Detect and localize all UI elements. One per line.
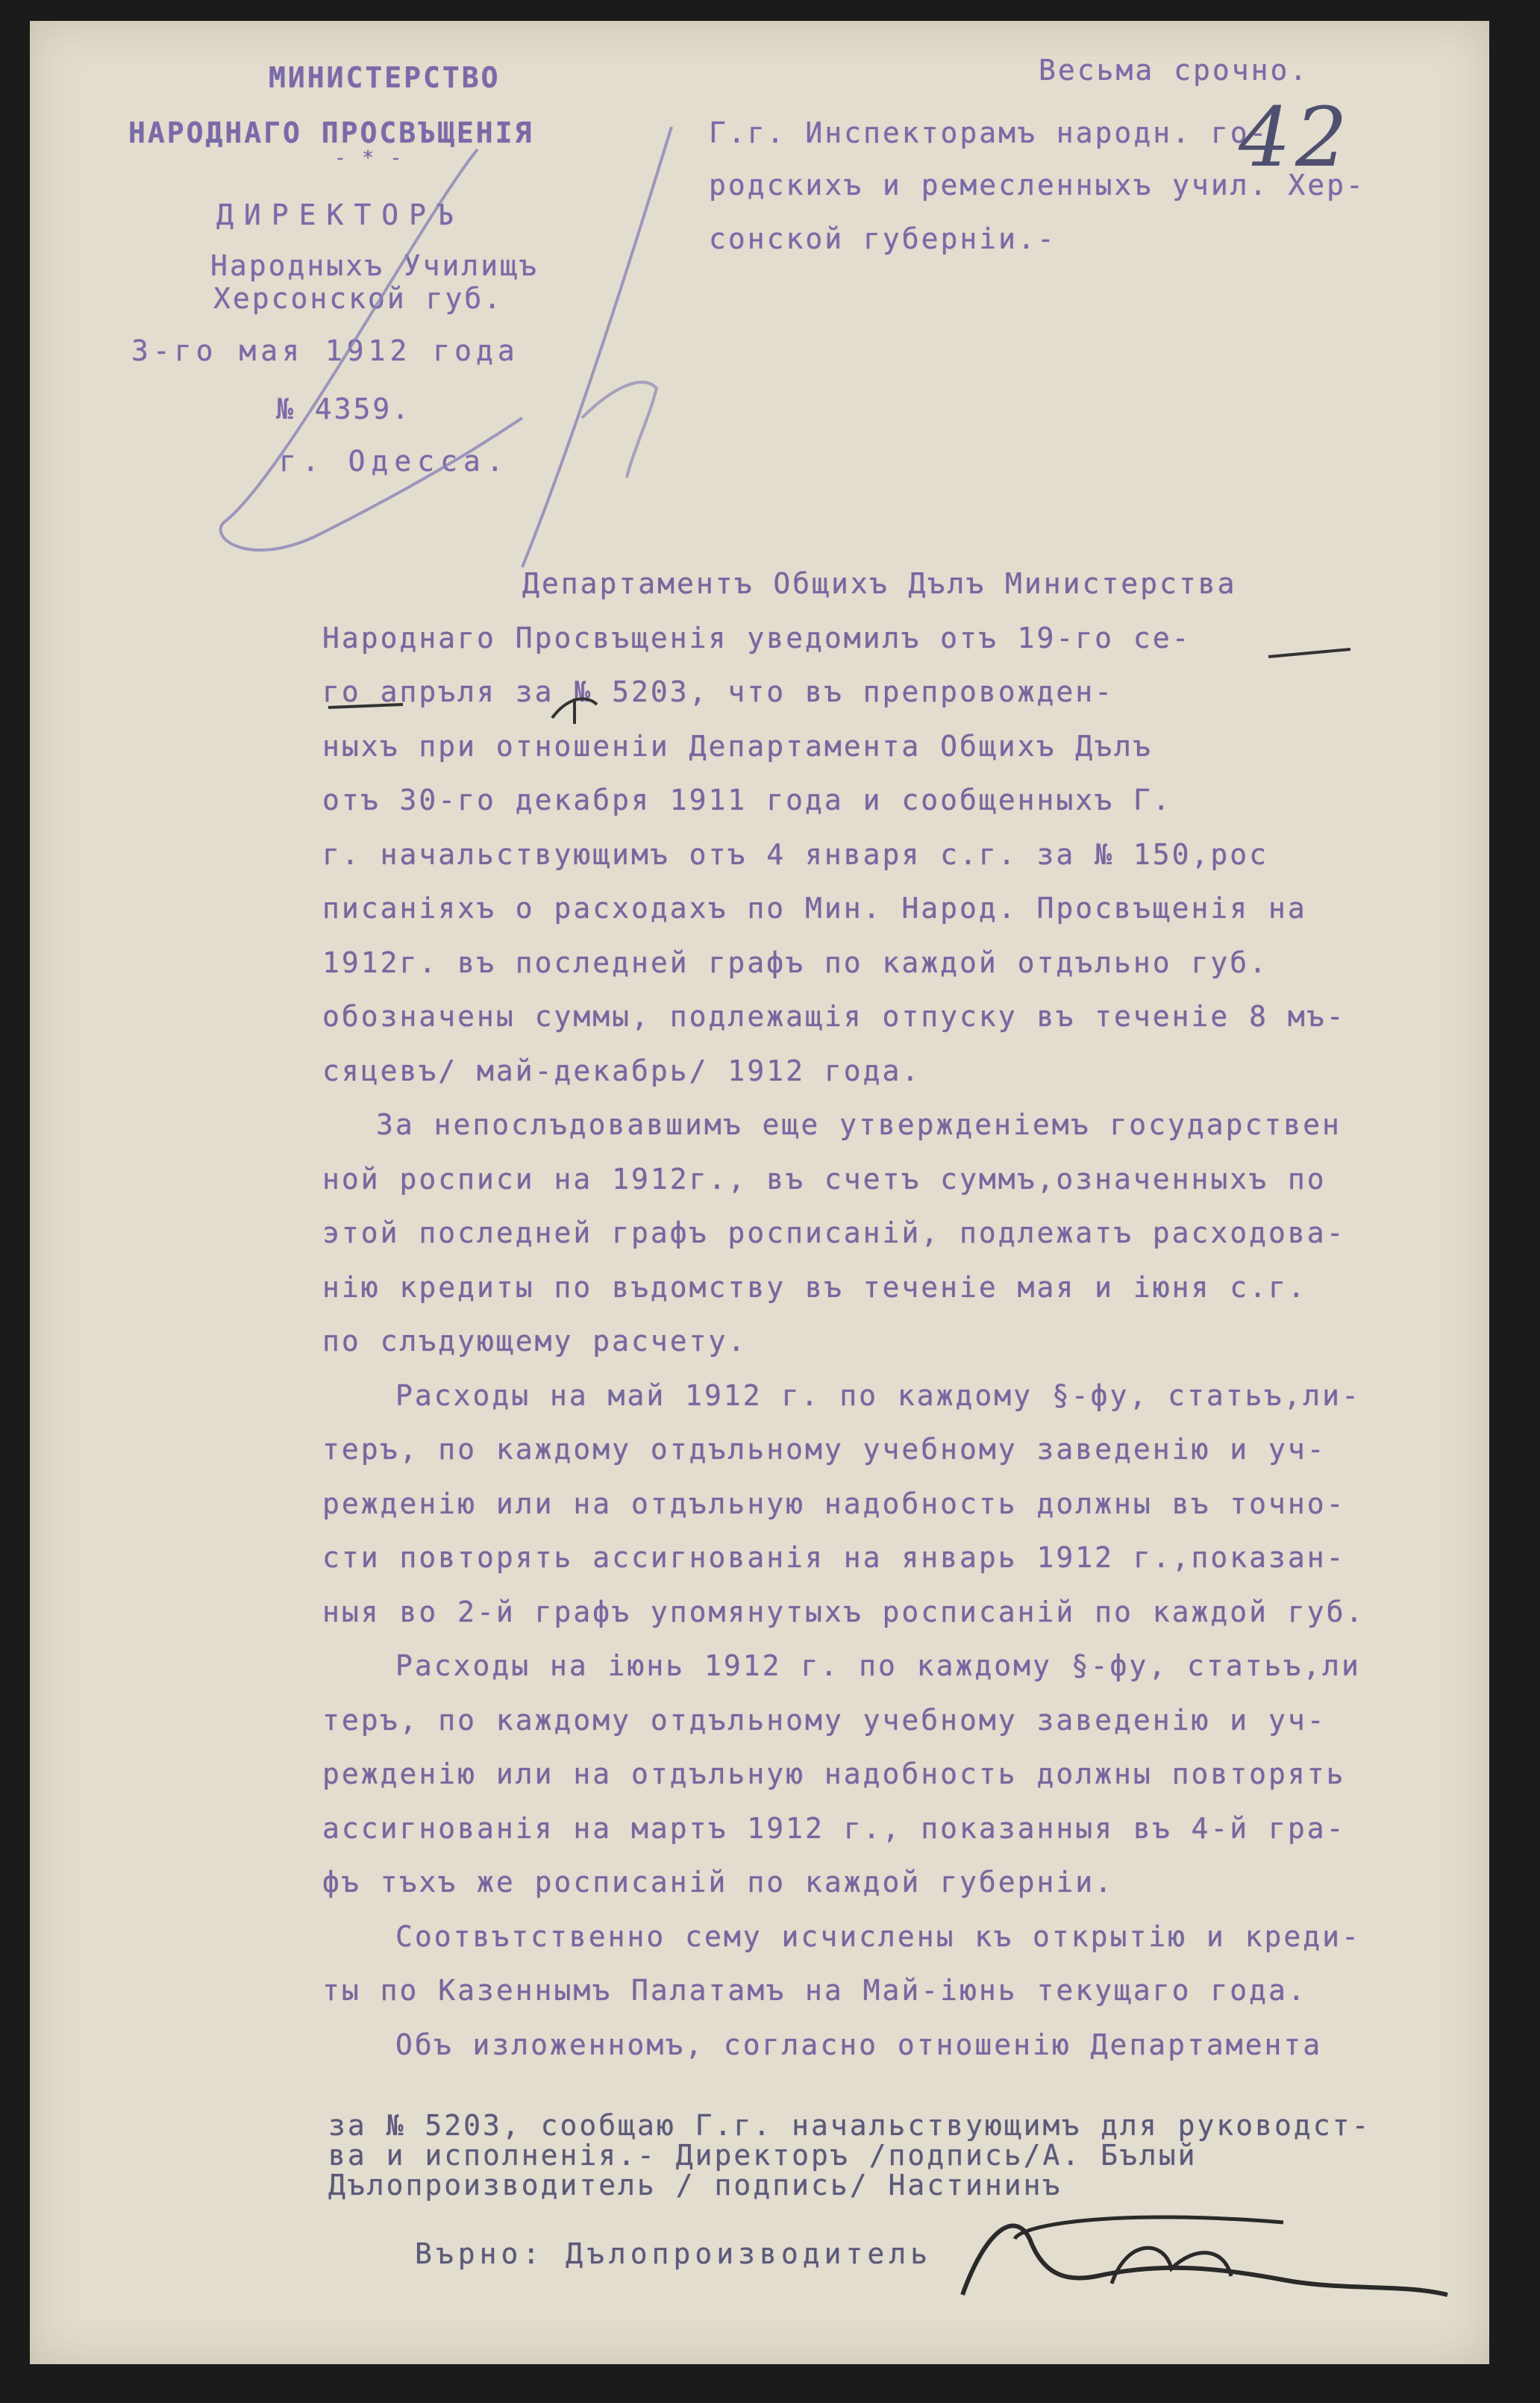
- pencil-mark: [522, 127, 672, 567]
- body-line: обозначены суммы, подлежащія отпуску въ теченіе 8 мъ-: [322, 1000, 1346, 1033]
- strike-through-mark: [1268, 649, 1350, 657]
- closing-line-2: ва и исполненія.- Директоръ /подпись/А. Бълый: [328, 2139, 1198, 2172]
- body-line: г. начальствующимъ отъ 4 января с.г. за № 150,рос: [322, 837, 1269, 871]
- department-line-2: Херсонской губ.: [213, 282, 504, 315]
- body-line: режденію или на отдъльную надобность должны въ точно-: [322, 1487, 1346, 1520]
- department-line-1: Народныхъ Училищъ: [210, 249, 539, 282]
- certification-line: Върно: Дълопроизводитель: [415, 2237, 933, 2270]
- body-line: Объ изложенномъ, согласно отношенію Департамента: [395, 2028, 1323, 2061]
- document-number: № 4359.: [276, 393, 412, 425]
- body-line: отъ 30-го декабря 1911 года и сообщенныхъ Г.: [322, 784, 1172, 816]
- addressee-line-2: родскихъ и ремесленныхъ учил. Хер-: [709, 169, 1365, 201]
- body-line: фъ тъхъ же росписаній по каждой губерніи.: [322, 1866, 1114, 1899]
- strike-through-mark: [328, 704, 403, 707]
- header-separator: - * -: [334, 147, 404, 169]
- body-line: Народнаго Просвъщенія уведомилъ отъ 19-го се-: [322, 621, 1192, 654]
- pencil-mark: [582, 382, 657, 478]
- body-line: сти повторять ассигнованія на январь 1912 г.,показан-: [322, 1541, 1346, 1574]
- body-line: этой последней графъ росписаній, подлежатъ расходова-: [322, 1216, 1346, 1249]
- body-line: 1912г. въ последней графъ по каждой отдъльно губ.: [322, 946, 1269, 979]
- addressee-line-1: Г.г. Инспекторамъ народн. го-: [709, 116, 1269, 149]
- body-line: ты по Казеннымъ Палатамъ на Май-іюнь текущаго года.: [322, 1974, 1307, 2007]
- body-line: Департаментъ Общихъ Дълъ Министерства: [522, 567, 1237, 600]
- body-line: писаніяхъ о расходахъ по Мин. Народ. Просвъщенія на: [322, 892, 1307, 925]
- body-line: сяцевъ/ май-декабрь/ 1912 года.: [322, 1054, 921, 1087]
- body-line: ныхъ при отношеніи Департамента Общихъ Дълъ: [322, 729, 1153, 763]
- body-line: по слъдующему расчету.: [322, 1325, 748, 1357]
- body-line: нію кредиты по въдомству въ теченіе мая и іюня с.г.: [322, 1270, 1307, 1304]
- body-line: ныя во 2-й графъ упомянутыхъ росписаній по каждой губ.: [322, 1595, 1365, 1628]
- body-line: го апръля за № 5203, что въ препровожден-: [322, 675, 1114, 708]
- urgency-note: Весьма срочно.: [1039, 54, 1309, 87]
- handwritten-page-number: 42: [1239, 90, 1352, 185]
- pencil-mark: [221, 149, 522, 550]
- body-line: теръ, по каждому отдъльному учебному заведенію и уч-: [322, 1703, 1327, 1737]
- document-date: 3-го мая 1912 года: [131, 334, 519, 367]
- body-line: Расходы на іюнь 1912 г. по каждому §-фу, статьъ,ли: [395, 1649, 1361, 1682]
- handwritten-signature: [962, 2217, 1447, 2295]
- closing-line-1: за № 5203, сообщаю Г.г. начальствующимъ для руководст-: [328, 2109, 1371, 2142]
- closing-line-3: Дълопроизводитель / подпись/ Настининъ: [328, 2169, 1062, 2202]
- body-line: Расходы на май 1912 г. по каждому §-фу, статьъ,ли-: [395, 1378, 1361, 1412]
- caret-mark: [552, 699, 597, 724]
- ministry-line-1: МИНИСТЕРСТВО: [269, 61, 501, 94]
- body-line: режденію или на отдъльную надобность должны повторять: [322, 1757, 1346, 1790]
- body-line: Соотвътственно сему исчислены къ открытію и креди-: [395, 1919, 1361, 1953]
- body-line: теръ, по каждому отдъльному учебному заведенію и уч-: [322, 1433, 1327, 1466]
- body-line: ной росписи на 1912г., въ счетъ суммъ,означенныхъ по: [322, 1162, 1327, 1196]
- director-title: ДИРЕКТОРЪ: [216, 199, 464, 231]
- document-city: г. Одесса.: [279, 445, 510, 478]
- body-line: За непослъдовавшимъ еще утвержденіемъ государствен: [376, 1108, 1342, 1141]
- body-line: ассигнованія на мартъ 1912 г., показанныя въ 4-й гра-: [322, 1811, 1346, 1845]
- addressee-line-3: сонской губерніи.-: [709, 222, 1057, 255]
- ministry-line-2: НАРОДНАГО ПРОСВЪЩЕНІЯ: [128, 116, 534, 149]
